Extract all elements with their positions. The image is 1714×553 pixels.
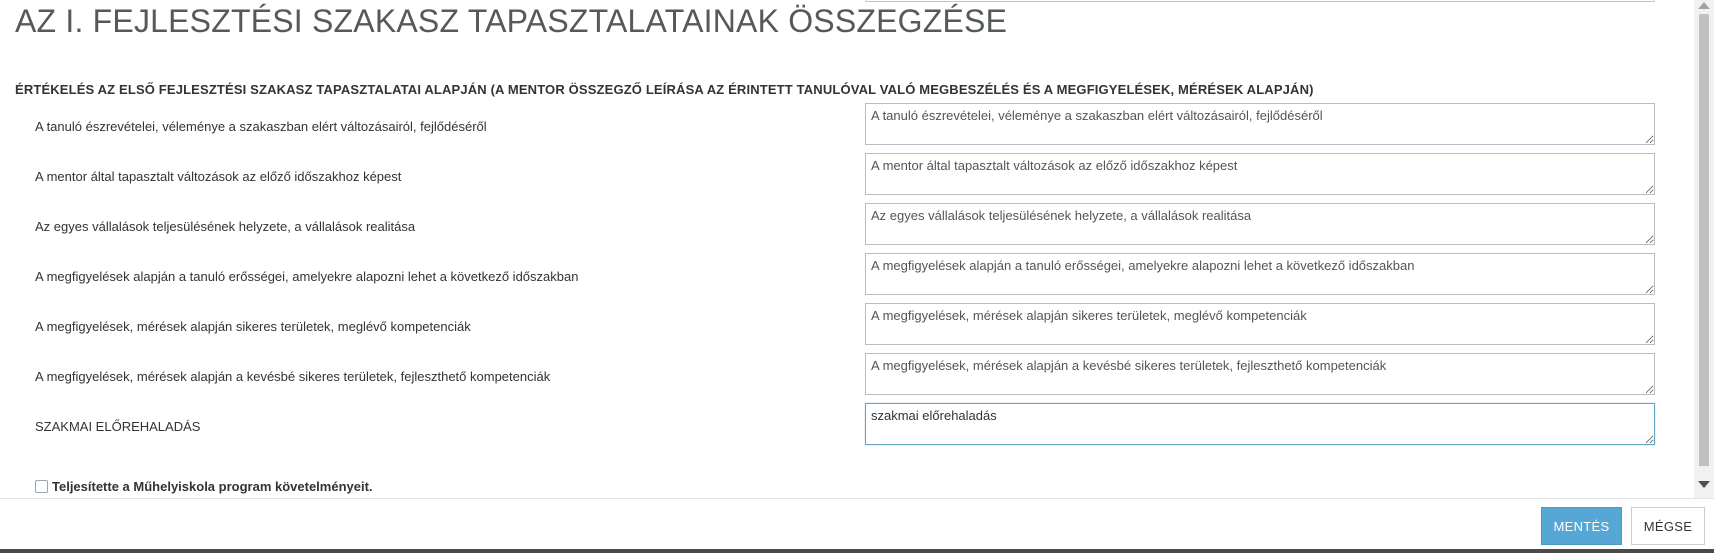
form-row-professional-progress [0, 403, 1694, 447]
completion-checkbox-row[interactable] [35, 479, 373, 494]
student-observations-textarea[interactable] [865, 103, 1655, 145]
save-button[interactable]: MENTÉS [1541, 507, 1622, 545]
form-row-successful-areas [0, 303, 1694, 347]
mentor-changes-textarea[interactable] [865, 153, 1655, 195]
successful-areas-textarea[interactable] [865, 303, 1655, 345]
commitments-status-textarea[interactable] [865, 203, 1655, 245]
scroll-down-arrow-icon[interactable] [1698, 481, 1710, 488]
vertical-scrollbar[interactable] [1694, 0, 1714, 498]
section-heading: ÉRTÉKELÉS AZ ELSŐ FEJLESZTÉSI SZAKASZ TAPASZTALATAI ALAPJÁN (A MENTOR ÖSSZEGZŐ LEÍRÁSA AZ ÉRINTETT TANULÓVAL VALÓ MEGBESZÉLÉS ÉS A MEGFIGYELÉSEK, MÉRÉSEK ALAPJÁN) [15, 82, 1314, 97]
form-row-commitments-status [0, 203, 1694, 247]
developable-areas-textarea[interactable] [865, 353, 1655, 395]
student-strengths-textarea[interactable] [865, 253, 1655, 295]
field-label: A mentor által tapasztalt változások az előző időszakhoz képest [35, 169, 402, 184]
field-label: A megfigyelések, mérések alapján a kevésbé sikeres területek, fejleszthető kompetenciák [35, 369, 551, 384]
previous-textarea-edge[interactable] [865, 0, 1655, 2]
field-label: A tanuló észrevételei, véleménye a szakaszban elért változásairól, fejlődéséről [35, 119, 487, 134]
cancel-button[interactable]: MÉGSE [1631, 507, 1705, 545]
form-row-developable-areas [0, 353, 1694, 397]
window-bottom-edge [0, 549, 1714, 553]
professional-progress-textarea[interactable] [865, 403, 1655, 445]
modal-footer [0, 498, 1714, 550]
form-row-student-observations [0, 103, 1694, 147]
form-row-student-strengths [0, 253, 1694, 297]
scrollbar-thumb[interactable] [1699, 14, 1709, 466]
scroll-up-arrow-icon[interactable] [1698, 2, 1710, 9]
form-row-mentor-changes [0, 153, 1694, 197]
page-title: AZ I. FEJLESZTÉSI SZAKASZ TAPASZTALATAINAK ÖSSZEGZÉSE [15, 3, 1008, 39]
completion-checkbox-label: Teljesítette a Műhelyiskola program követelményeit. [52, 479, 373, 494]
field-label: A megfigyelések, mérések alapján sikeres területek, meglévő kompetenciák [35, 319, 471, 334]
completion-checkbox[interactable] [35, 480, 48, 493]
field-label: A megfigyelések alapján a tanuló erősségei, amelyekre alapozni lehet a következő időszakban [35, 269, 579, 284]
field-label: Az egyes vállalások teljesülésének helyzete, a vállalások realitása [35, 219, 416, 234]
field-label: SZAKMAI ELŐREHALADÁS [35, 419, 201, 434]
